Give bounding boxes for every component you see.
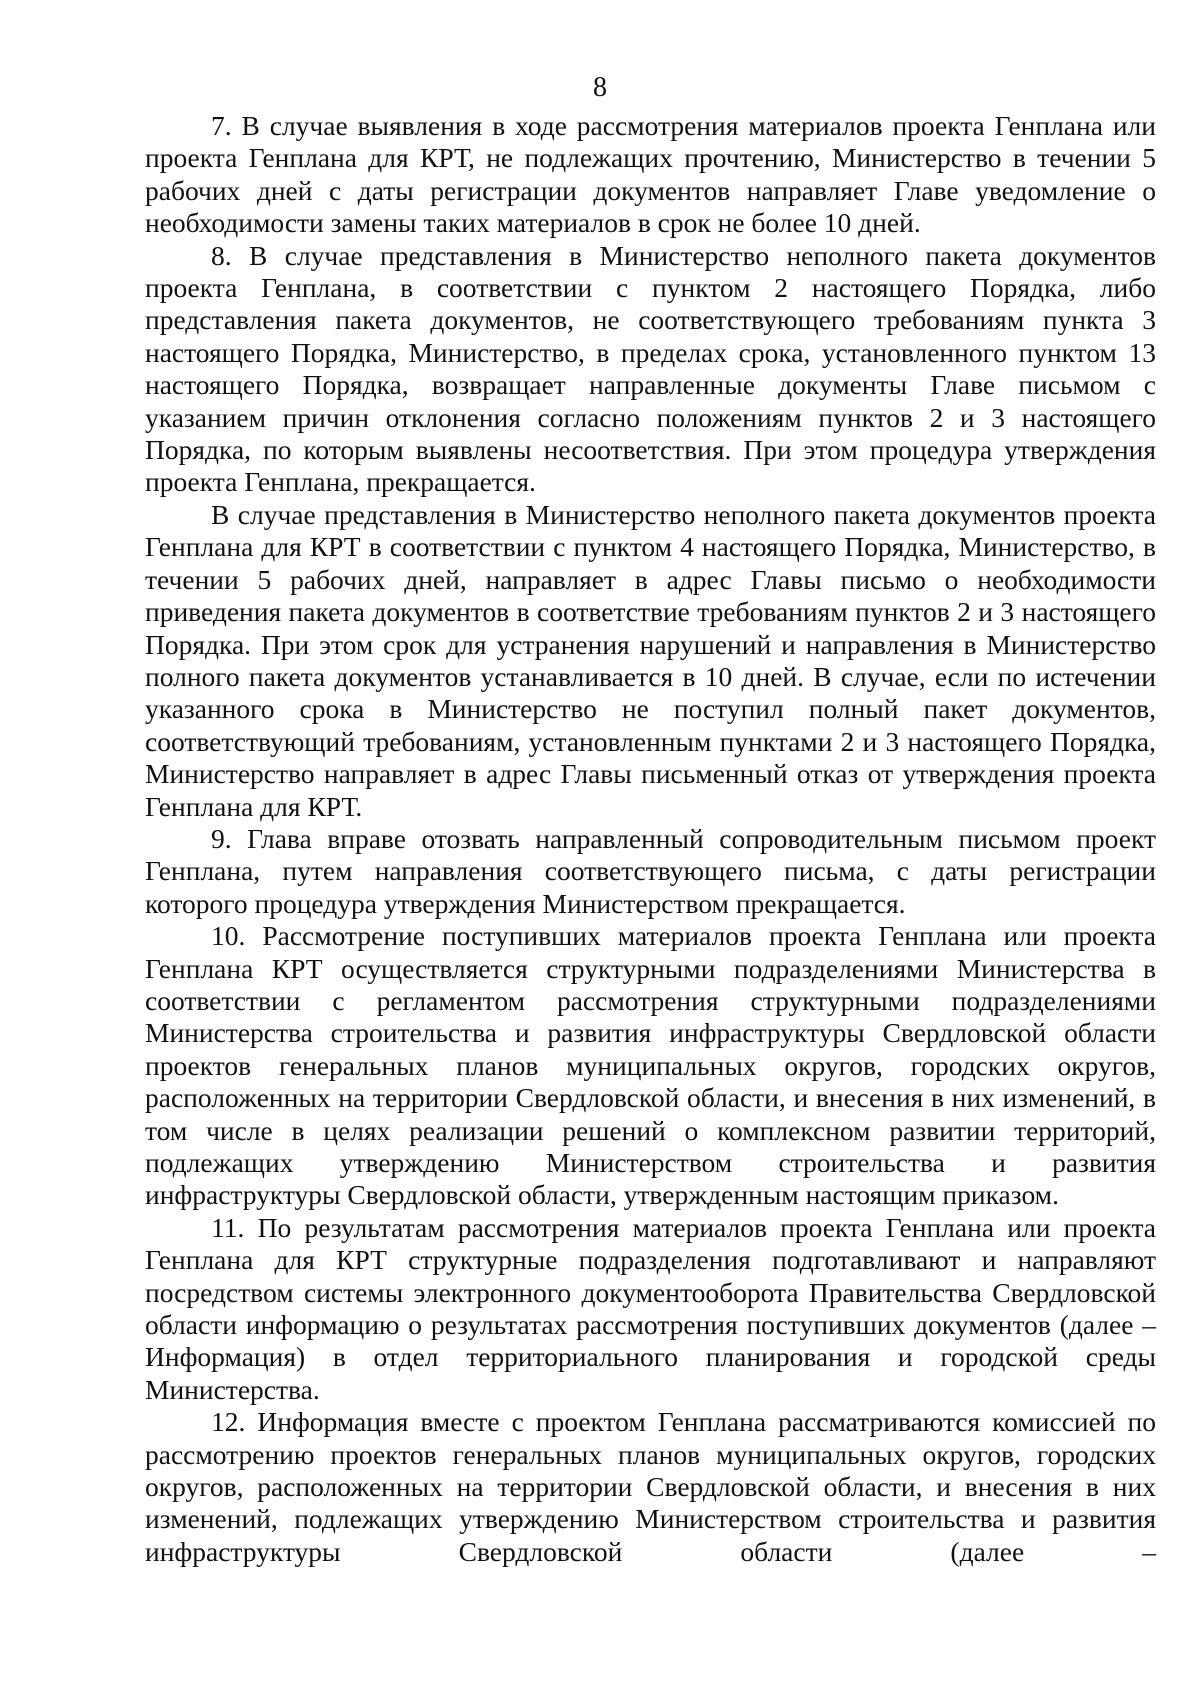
document-body	[145, 110, 1156, 1568]
paragraph-11: 11. По результатам рассмотрения материалов проекта Генплана или проекта Генплана для КРТ структурные подразделения подготавливают и направляют посредством системы электронного документооборота Правительства Свердловской области информацию о результатах рассмотрения поступивших документов (далее – Информация) в отдел территориального планирования и городской среды Министерства.	[145, 1211, 1156, 1405]
paragraph-7: 7. В случае выявления в ходе рассмотрения материалов проекта Генплана или проекта Генплана для КРТ, не подлежащих прочтению, Министерство в течении 5 рабочих дней с даты регистрации документов направляет Главе уведомление о необходимости замены таких материалов в срок не более 10 дней.	[145, 110, 1156, 239]
paragraph-12: 12. Информация вместе с проектом Генплана рассматриваются комиссией по рассмотрению проектов генеральных планов муниципальных округов, городских округов, расположенных на территории Свердловской области, и внесения в них изменений, подлежащих утверждению Министерством строительства и развития инфраструктуры Свердловской области (далее –	[145, 1406, 1156, 1567]
paragraph-8-continued: В случае представления в Министерство неполного пакета документов проекта Генплана для КРТ в соответствии с пунктом 4 настоящего Порядка, Министерство, в течении 5 рабочих дней, направляет в адрес Главы письмо о необходимости приведения пакета документов в соответствие требованиям пунктов 2 и 3 настоящего Порядка. При этом срок для устранения нарушений и направления в Министерство полного пакета документов устанавливается в 10 дней. В случае, если по истечении указанного срока в Министерство не поступил полный пакет документов, соответствующий требованиям, установленным пунктами 2 и 3 настоящего Порядка, Министерство направляет в адрес Главы письменный отказ от утверждения проекта Генплана для КРТ.	[145, 498, 1156, 822]
page-number: 8	[593, 72, 607, 103]
paragraph-9: 9. Глава вправе отозвать направленный сопроводительным письмом проект Генплана, путем направления соответствующего письма, с даты регистрации которого процедура утверждения Министерством прекращается.	[145, 822, 1156, 919]
paragraph-10: 10. Рассмотрение поступивших материалов проекта Генплана или проекта Генплана КРТ осуществляется структурными подразделениями Министерства в соответствии с регламентом рассмотрения структурными подразделениями Министерства строительства и развития инфраструктуры Свердловской области проектов генеральных планов муниципальных округов, городских округов, расположенных на территории Свердловской области, и внесения в них изменений, в том числе в целях реализации решений о комплексном развитии территорий, подлежащих утверждению Министерством строительства и развития инфраструктуры Свердловской области, утвержденным настоящим приказом.	[145, 920, 1156, 1211]
paragraph-8: 8. В случае представления в Министерство неполного пакета документов проекта Генплана, в соответствии с пунктом 2 настоящего Порядка, либо представления пакета документов, не соответствующего требованиям пункта 3 настоящего Порядка, Министерство, в пределах срока, установленного пунктом 13 настоящего Порядка, возвращает направленные документы Главе письмом с указанием причин отклонения согласно положениям пунктов 2 и 3 настоящего Порядка, по которым выявлены несоответствия. При этом процедура утверждения проекта Генплана, прекращается.	[145, 239, 1156, 498]
